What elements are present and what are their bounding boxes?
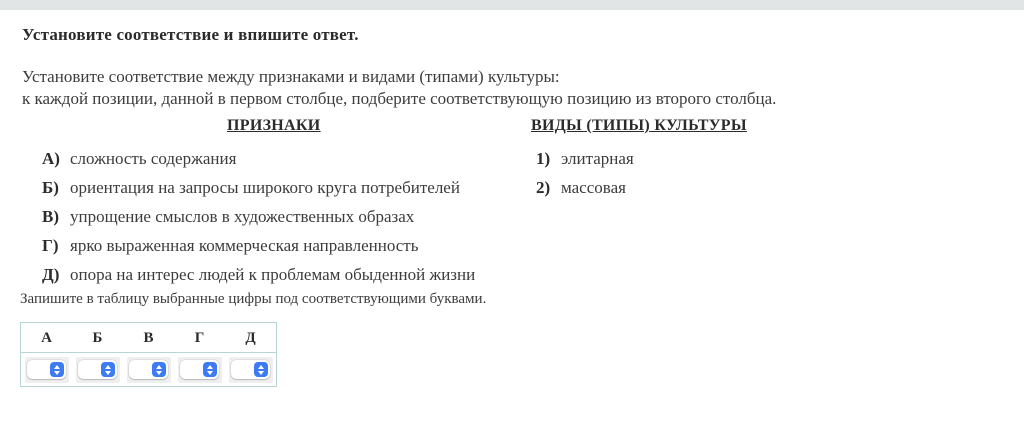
select-arrows-icon xyxy=(152,362,166,377)
feature-item-v xyxy=(42,202,475,231)
type-text: элитарная xyxy=(561,149,634,168)
select-arrows-icon xyxy=(203,362,217,377)
feature-item-d xyxy=(42,260,475,289)
features-column-header: ПРИЗНАКИ xyxy=(227,117,321,134)
feature-text: опора на интерес людей к проблемам обыденной жизни xyxy=(70,265,476,284)
select-value xyxy=(129,360,168,379)
type-item-2 xyxy=(536,173,634,202)
answer-select-g[interactable] xyxy=(178,357,222,383)
select-value xyxy=(231,360,270,379)
select-value xyxy=(78,360,117,379)
answer-table-row xyxy=(21,353,276,386)
types-column-header: ВИДЫ (ТИПЫ) КУЛЬТУРЫ xyxy=(531,117,747,134)
select-arrows-icon xyxy=(50,362,64,377)
type-number: 1) xyxy=(536,149,551,168)
type-number: 2) xyxy=(536,178,551,197)
feature-text: сложность содержания xyxy=(70,149,237,168)
answer-table-header xyxy=(21,323,276,353)
feature-text: упрощение смыслов в художественных образах xyxy=(70,207,415,226)
answer-cell-v xyxy=(123,353,174,386)
answer-select-a[interactable] xyxy=(25,357,69,383)
type-item-1 xyxy=(536,144,634,173)
task-description-line-2: к каждой позиции, данной в первом столбце, подберите соответствующую позицию из второго столбца. xyxy=(22,89,777,108)
task-description xyxy=(22,66,776,110)
select-value xyxy=(27,360,66,379)
answer-select-b[interactable] xyxy=(76,357,120,383)
type-text: массовая xyxy=(561,178,626,197)
feature-letter: Д) xyxy=(42,265,60,284)
answer-column-v: В xyxy=(143,330,154,346)
answer-column-g: Г xyxy=(194,330,205,346)
features-list xyxy=(42,144,475,289)
feature-letter: А) xyxy=(42,149,60,168)
feature-item-g xyxy=(42,231,475,260)
answer-column-a: А xyxy=(41,330,52,346)
answer-cell-b xyxy=(72,353,123,386)
select-arrows-icon xyxy=(254,362,268,377)
types-list xyxy=(536,144,634,202)
answer-select-v[interactable] xyxy=(127,357,171,383)
answer-instruction: Запишите в таблицу выбранные цифры под соответствующими буквами. xyxy=(20,291,487,307)
answer-column-b: Б xyxy=(92,330,103,346)
feature-letter: В) xyxy=(42,207,59,226)
task-description-line-1: Установите соответствие между признаками и видами (типами) культуры: xyxy=(22,67,560,86)
answer-cell-d xyxy=(225,353,276,386)
select-arrows-icon xyxy=(101,362,115,377)
answer-cell-a xyxy=(21,353,72,386)
feature-item-a xyxy=(42,144,475,173)
feature-item-b xyxy=(42,173,475,202)
top-bar xyxy=(0,0,1024,10)
answer-table xyxy=(20,322,277,387)
answer-column-d: Д xyxy=(245,330,256,346)
feature-text: ориентация на запросы широкого круга потребителей xyxy=(70,178,460,197)
feature-letter: Б) xyxy=(42,178,59,197)
answer-select-d[interactable] xyxy=(229,357,273,383)
feature-letter: Г) xyxy=(42,236,59,255)
select-value xyxy=(180,360,219,379)
feature-text: ярко выраженная коммерческая направленность xyxy=(70,236,419,255)
answer-cell-g xyxy=(174,353,225,386)
page-title: Установите соответствие и впишите ответ. xyxy=(22,25,359,44)
